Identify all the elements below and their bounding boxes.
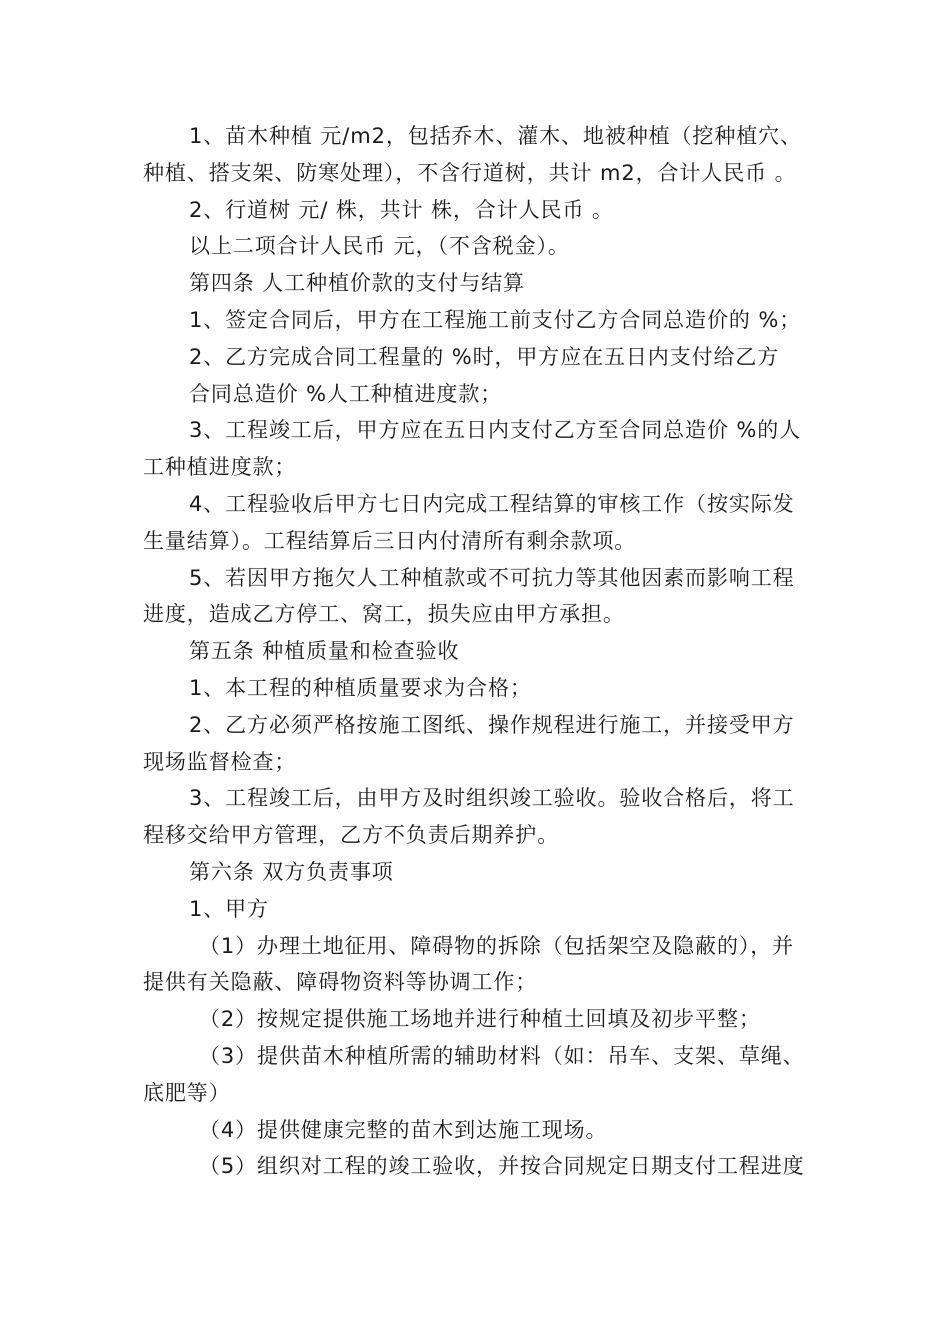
- text-line: 4、工程验收后甲方七日内完成工程结算的审核工作（按实际发: [189, 491, 795, 516]
- text-line: 5、若因甲方拖欠人工种植款或不可抗力等其他因素而影响工程: [189, 565, 795, 590]
- text-line: （1）办理土地征用、障碍物的拆除（包括架空及隐蔽的），并: [199, 933, 795, 958]
- text-line: 3、工程竣工后，甲方应在五日内支付乙方至合同总造价 %的人: [189, 418, 802, 443]
- text-line: （2）按规定提供施工场地并进行种植土回填及初步平整；: [199, 1007, 761, 1032]
- contract-text: [143, 118, 811, 1185]
- text-line: 现场监督检查；: [143, 749, 297, 774]
- section-heading: 第四条 人工种植价款的支付与结算: [189, 271, 526, 296]
- text-line: 1、苗木种植 元/m2，包括乔木、灌木、地被种植（挖种植穴、: [189, 124, 802, 148]
- text-line: （4）提供健康完整的苗木到达施工现场。: [199, 1117, 608, 1142]
- text-line: 1、本工程的种植质量要求为合格；: [189, 675, 532, 700]
- text-line: （5）组织对工程的竣工验收，并按合同规定日期支付工程进度: [199, 1154, 805, 1179]
- text-line: 提供有关隐蔽、障碍物资料等协调工作；: [143, 970, 538, 995]
- text-line: 以上二项合计人民币 元，（不含税金）。: [189, 234, 570, 259]
- section-heading: 第五条 种植质量和检查验收: [189, 639, 460, 664]
- text-line: 生量结算）。工程结算后三日内付清所有剩余款项。: [143, 528, 637, 553]
- text-line: 1、甲方: [189, 896, 269, 921]
- text-line: 种植、搭支架、防寒处理），不含行道树，共计 m2，合计人民币 。: [143, 160, 797, 185]
- section-heading: 第六条 双方负责事项: [189, 859, 394, 884]
- text-line: 进度，造成乙方停工、窝工，损失应由甲方承担。: [143, 602, 625, 627]
- text-line: 工种植进度款；: [143, 455, 297, 480]
- text-line: 1、签定合同后，甲方在工程施工前支付乙方合同总造价的 %；: [189, 307, 802, 332]
- text-line: 程移交给甲方管理，乙方不负责后期养护。: [143, 823, 560, 848]
- text-line: 合同总造价 %人工种植进度款；: [189, 381, 503, 406]
- text-line: 2、行道树 元/ 株，共计 株，合计人民币 。: [189, 197, 614, 222]
- text-line: 2、乙方完成合同工程量的 %时，甲方应在五日内支付给乙方: [189, 344, 780, 369]
- text-line: 2、乙方必须严格按施工图纸、操作规程进行施工，并接受甲方: [189, 712, 795, 737]
- text-line: 底肥等）: [143, 1080, 231, 1105]
- text-line: 3、工程竣工后，由甲方及时组织竣工验收。验收合格后，将工: [189, 786, 795, 811]
- text-line: （3）提供苗木种植所需的辅助材料（如：吊车、支架、草绳、: [199, 1043, 805, 1068]
